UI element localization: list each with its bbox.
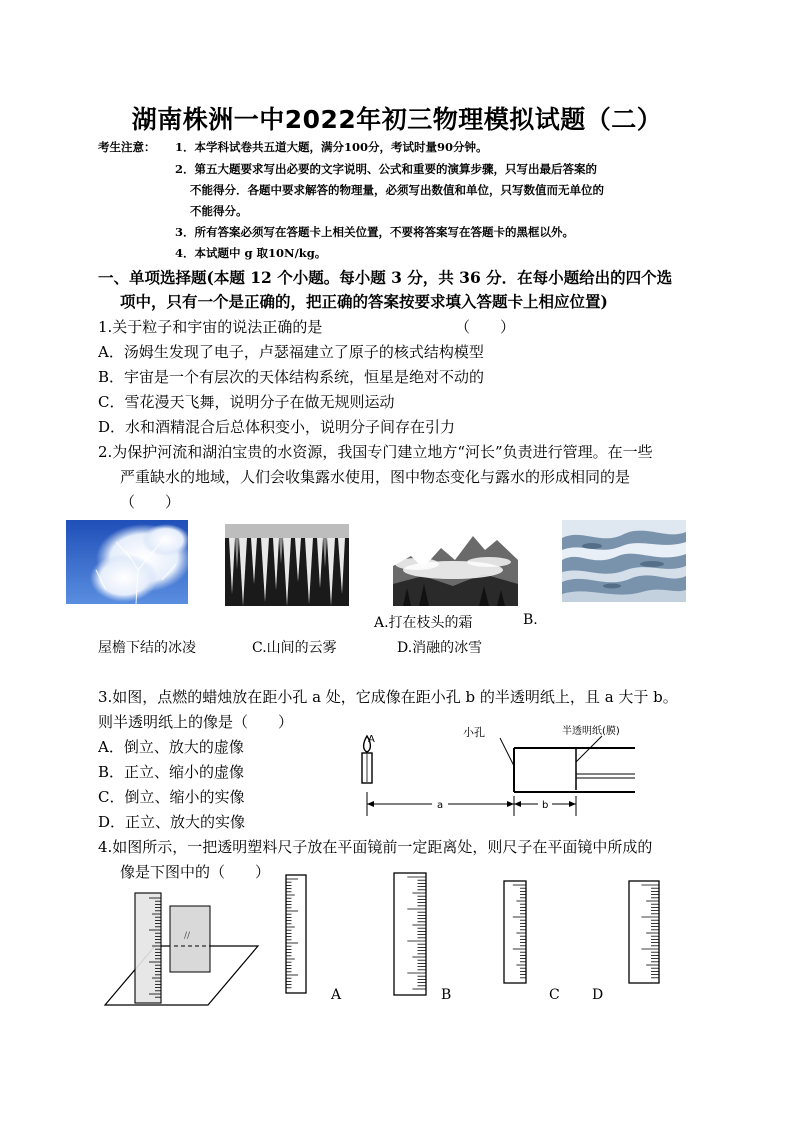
frost-photo <box>66 520 188 604</box>
ruler-option-d <box>628 880 660 984</box>
q3-option-d: D．正立、放大的实像 <box>98 813 246 831</box>
ruler-label-d: D <box>592 987 604 1003</box>
distance-a-label: a <box>437 800 444 811</box>
ruler-option-a <box>285 874 307 994</box>
q1-option-a: A．汤姆生发现了电子，卢瑟福建立了原子的核式结构模型 <box>98 343 484 361</box>
note-line-5: 3．所有答案必须写在答题卡上相关位置，不要将答案写在答题卡的黑框以外。 <box>175 225 574 239</box>
q3-option-b: B．正立、缩小的虚像 <box>98 763 245 781</box>
ruler-option-c <box>503 880 527 984</box>
q1-option-b: B．宇宙是一个有层次的天体结构系统，恒星是绝对不动的 <box>98 368 485 386</box>
mirror-ruler-diagram <box>100 888 260 1010</box>
q1-answer-blank: （ ） <box>455 318 516 336</box>
q2-line1: 2.为保护河流和湖泊宝贵的水资源，我国专门建立地方“河长”负责进行管理。在一些 <box>98 443 653 461</box>
notes-label: 考生注意： <box>98 140 156 154</box>
ruler-label-b: B <box>441 987 452 1003</box>
ruler-option-b <box>393 872 427 996</box>
melting-snow-photo <box>562 520 686 602</box>
pinhole-diagram <box>350 720 700 820</box>
section1-line2: 项中，只有一个是正确的，把正确的答案按要求填入答题卡上相应位置) <box>120 292 608 311</box>
q2-caption-b-letter: B. <box>523 612 538 628</box>
q3-line2: 则半透明纸上的像是（ ） <box>98 713 294 731</box>
q3-option-a: A．倒立、放大的虚像 <box>98 738 244 756</box>
q2-line2: 严重缺水的地域，人们会收集露水使用，图中物态变化与露水的形成相同的是 <box>120 468 631 486</box>
q2-caption-a: A.打在枝头的霜 <box>374 615 473 631</box>
q2-answer-blank: （ ） <box>120 493 181 511</box>
note-line-4: 不能得分。 <box>190 204 248 218</box>
q4-line1: 4.如图所示，一把透明塑料尺子放在平面镜前一定距离处，则尺子在平面镜中所成的 <box>98 838 653 856</box>
q1-stem: 1.关于粒子和宇宙的说法正确的是 <box>98 318 323 336</box>
q3-option-c: C．倒立、缩小的实像 <box>98 788 245 806</box>
distance-b-label: b <box>542 800 549 811</box>
pinhole-label: 小孔 <box>463 726 485 739</box>
section1-line1: 一、单项选择题(本题 12 个小题。每小题 3 分，共 36 分．在每小题给出的四个选 <box>98 268 673 287</box>
q4-line2: 像是下图中的（ ） <box>120 863 271 881</box>
paper-label: 半透明纸(膜) <box>562 726 620 737</box>
note-line-2: 2．第五大题要求写出必要的文字说明、公式和重要的演算步骤，只写出最后答案的 <box>175 162 597 176</box>
ruler-label-a: A <box>331 987 342 1003</box>
q2-caption-d: D.消融的冰雪 <box>397 640 483 656</box>
note-line-3: 不能得分．各题中要求解答的物理量，必须写出数值和单位，只写数值而无单位的 <box>190 183 604 197</box>
q1-option-c: C．雪花漫天飞舞，说明分子在做无规则运动 <box>98 393 395 411</box>
q1-option-d: D．水和酒精混合后总体积变小，说明分子间存在引力 <box>98 418 456 436</box>
ruler-label-c: C <box>549 987 560 1003</box>
q2-caption-c: C.山间的云雾 <box>252 640 337 656</box>
mountain-fog-photo <box>393 526 518 606</box>
svg-text://: // <box>184 931 191 941</box>
note-line-6: 4．本试题中 g 取10N/kg。 <box>175 246 327 260</box>
note-line-1: 1．本学科试卷共五道大题，满分100分，考试时量90分钟。 <box>175 140 488 154</box>
q3-line1: 3.如图，点燃的蜡烛放在距小孔 a 处，它成像在距小孔 b 的半透明纸上，且 a 大于 b。 <box>98 688 678 706</box>
icicle-photo <box>225 524 349 606</box>
page-title: 湖南株洲一中2022年初三物理模拟试题（二） <box>131 105 663 134</box>
candle-label: A <box>368 734 375 745</box>
q2-caption-b: 屋檐下结的冰凌 <box>98 640 196 656</box>
